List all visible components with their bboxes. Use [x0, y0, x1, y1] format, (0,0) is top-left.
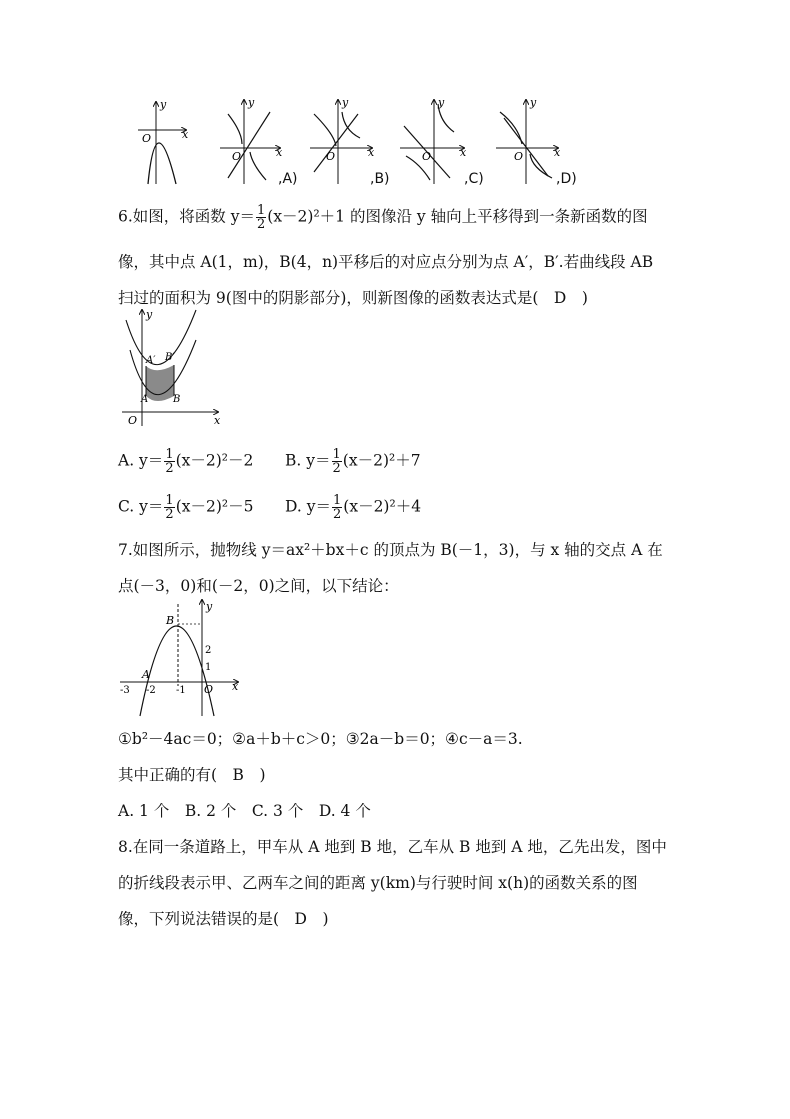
q6-fig-o: O	[128, 414, 138, 427]
q6-figure	[116, 306, 226, 430]
q7-fig-tick-m1: -1	[176, 685, 186, 696]
q6-choice-a: A. y＝ $\frac{1}{2}$ (x－2)²－2	[118, 447, 254, 476]
q5-graph-d-x: x	[554, 146, 561, 159]
q5-option-b: ,B)	[370, 171, 390, 187]
q5-graph-b-x: x	[368, 146, 375, 159]
q8-line-1: 8.在同一条道路上，甲车从 A 地到 B 地，乙车从 B 地到 A 地，乙先出发，图中	[118, 838, 667, 856]
q7-statements: ①b²－4ac＝0；②a＋b＋c＞0；③2a－b＝0；④c－a＝3.	[118, 730, 523, 748]
q6-fraction: $\frac{1}{2}$	[256, 203, 266, 232]
q6-fig-b: B	[173, 394, 181, 405]
q5-graph-c-x: x	[460, 146, 467, 159]
q6-fig-a: A	[141, 394, 149, 405]
q7-fig-tick-2: 2	[205, 645, 212, 656]
q6-choice-b: B. y＝ $\frac{1}{2}$ (x－2)²＋7	[285, 447, 421, 476]
q5-graph-main-o: O	[142, 132, 152, 145]
q6-line-2: 像，其中点 A(1，m)，B(4，n)平移后的对应点分别为点 A′，B′.若曲线段 AB	[118, 253, 654, 271]
q7-question: 其中正确的有( B )	[118, 766, 266, 784]
q5-graph-b	[310, 96, 375, 184]
q7-fig-tick-m3: -3	[120, 685, 130, 696]
q6-fig-x: x	[214, 414, 221, 427]
q5-graph-c-y: y	[438, 96, 445, 109]
q7-fig-a: A	[142, 668, 150, 681]
q5-option-d: ,D)	[556, 171, 577, 187]
q7-fig-b: B	[166, 614, 175, 627]
q6-fig-b1: B′	[165, 352, 175, 363]
q6-line-1-a: 6.如图，将函数 y＝	[118, 207, 255, 226]
q5-graph-b-y: y	[342, 96, 349, 109]
q5-graph-main-y: y	[160, 98, 167, 111]
q7-choices: A. 1 个 B. 2 个 C. 3 个 D. 4 个	[118, 802, 371, 820]
q5-graph-a-x: x	[276, 146, 283, 159]
q6-line-1-b: (x－2)²＋1 的图像沿 y 轴向上平移得到一条新函数的图	[267, 207, 648, 226]
q5-graph-main	[138, 98, 189, 184]
q5-graph-d	[496, 96, 561, 184]
q7-fig-x: x	[232, 680, 239, 693]
q5-graph-d-o: O	[514, 150, 524, 163]
q7-line-1: 7.如图所示，抛物线 y＝ax²＋bx＋c 的顶点为 B(－1，3)，与 x 轴的交点 A 在	[118, 541, 663, 559]
q7-fig-tick-1: 1	[205, 662, 212, 673]
q6-choice-c: C. y＝ $\frac{1}{2}$ (x－2)²－5	[118, 493, 254, 522]
q8-line-3: 像，下列说法错误的是( D )	[118, 910, 329, 928]
q6-fig-y: y	[146, 308, 153, 321]
q6-choice-d: D. y＝ $\frac{1}{2}$ (x－2)²＋4	[285, 493, 422, 522]
q7-figure	[116, 596, 246, 720]
q5-graph-c	[400, 96, 467, 184]
q6-line-1	[118, 204, 648, 231]
q5-graph-d-y: y	[530, 96, 537, 109]
q6-fig-a1: A′	[146, 355, 156, 366]
q7-fig-tick-m2: -2	[146, 685, 156, 696]
q5-graph-b-o: O	[326, 150, 336, 163]
q6-line-3: 扫过的面积为 9(图中的阴影部分)，则新图像的函数表达式是( D )	[118, 289, 588, 307]
q7-fig-o: O	[204, 683, 214, 696]
q5-graph-a-o: O	[232, 150, 242, 163]
q5-graph-a	[220, 96, 283, 184]
q7-line-2: 点(－3，0)和(－2，0)之间，以下结论：	[118, 577, 399, 595]
q5-option-c: ,C)	[464, 171, 484, 187]
q5-graph-c-o: O	[422, 150, 432, 163]
q5-figures	[120, 92, 600, 192]
q7-fig-y: y	[206, 600, 213, 613]
q5-option-a: ,A)	[278, 171, 298, 187]
q8-line-2: 的折线段表示甲、乙两车之间的距离 y(km)与行驶时间 x(h)的函数关系的图	[118, 874, 638, 892]
q5-graph-main-x: x	[182, 128, 189, 141]
q5-graph-a-y: y	[248, 96, 255, 109]
